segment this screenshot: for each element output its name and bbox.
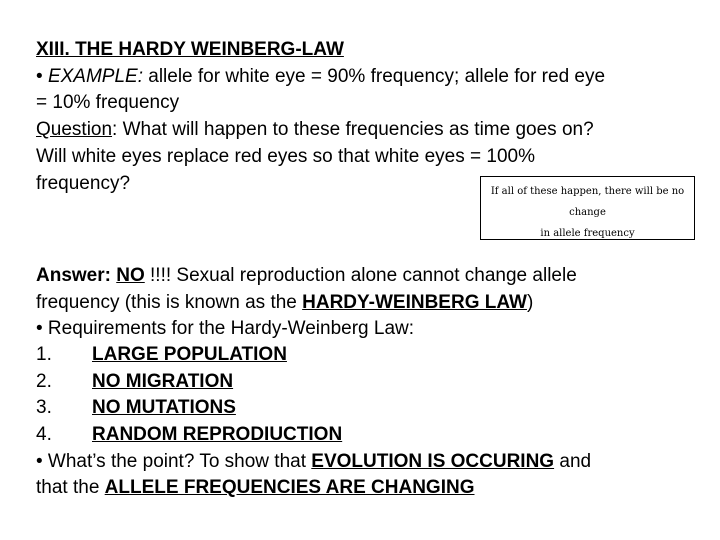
example-text-1: allele for white eye = 90% frequency; allele for red eye bbox=[142, 66, 606, 87]
requirement-text: RANDOM REPRODIUCTION bbox=[92, 424, 343, 445]
answer-text-2a: frequency (this is known as the bbox=[36, 292, 303, 313]
note-box bbox=[480, 176, 695, 240]
note-line-1: If all of these happen, there will be no change bbox=[490, 186, 685, 218]
note-line-2: in allele frequency bbox=[540, 228, 635, 239]
requirement-item bbox=[36, 395, 236, 421]
question-line-3 bbox=[36, 171, 130, 197]
requirement-text: NO MIGRATION bbox=[92, 371, 234, 392]
example-label: EXAMPLE: bbox=[47, 66, 143, 87]
requirement-number: 3. bbox=[36, 397, 52, 418]
example-text-2: = 10% frequency bbox=[36, 92, 180, 113]
answer-label: Answer: bbox=[36, 265, 117, 286]
point-line-1 bbox=[36, 449, 591, 475]
point-text-2: and bbox=[554, 451, 592, 472]
title-line bbox=[36, 37, 344, 63]
point-line-2 bbox=[36, 475, 475, 501]
example-line-1 bbox=[36, 64, 605, 90]
example-bullet: • bbox=[36, 66, 43, 87]
answer-text-1: !!!! Sexual reproduction alone cannot change allele bbox=[144, 265, 577, 286]
requirement-text: NO MUTATIONS bbox=[92, 397, 236, 418]
requirement-number: 4. bbox=[36, 424, 52, 445]
question-text-2: Will white eyes replace red eyes so that white eyes = 100% bbox=[36, 146, 536, 167]
hardy-weinberg-law: HARDY-WEINBERG LAW bbox=[302, 292, 527, 313]
question-line-2 bbox=[36, 144, 535, 170]
requirement-item bbox=[36, 369, 233, 395]
requirement-number: 1. bbox=[36, 344, 52, 365]
question-line-1 bbox=[36, 117, 594, 143]
requirements-bullet: • bbox=[36, 318, 43, 339]
slide-title: XIII. THE HARDY WEINBERG-LAW bbox=[36, 39, 344, 60]
answer-text-2b: ) bbox=[526, 292, 534, 313]
evolution-is-occuring: EVOLUTION IS OCCURING bbox=[311, 451, 555, 472]
answer-line-1 bbox=[36, 263, 577, 289]
example-line-2 bbox=[36, 90, 179, 116]
question-text-1: : What will happen to these frequencies as time goes on? bbox=[112, 119, 594, 140]
question-label: Question bbox=[36, 119, 113, 140]
requirement-item bbox=[36, 422, 342, 448]
requirement-item bbox=[36, 342, 287, 368]
point-text-3: that the bbox=[36, 477, 105, 498]
question-text-3: frequency? bbox=[36, 173, 131, 194]
answer-line-2 bbox=[36, 290, 533, 316]
requirements-intro: Requirements for the Hardy-Weinberg Law: bbox=[42, 318, 415, 339]
point-bullet: • bbox=[36, 451, 43, 472]
requirement-number: 2. bbox=[36, 371, 52, 392]
requirements-intro-line bbox=[36, 316, 414, 342]
allele-frequencies-changing: ALLELE FREQUENCIES ARE CHANGING bbox=[104, 477, 475, 498]
answer-no: NO bbox=[116, 265, 145, 286]
requirement-text: LARGE POPULATION bbox=[92, 344, 287, 365]
point-text-1: What’s the point? To show that bbox=[42, 451, 312, 472]
